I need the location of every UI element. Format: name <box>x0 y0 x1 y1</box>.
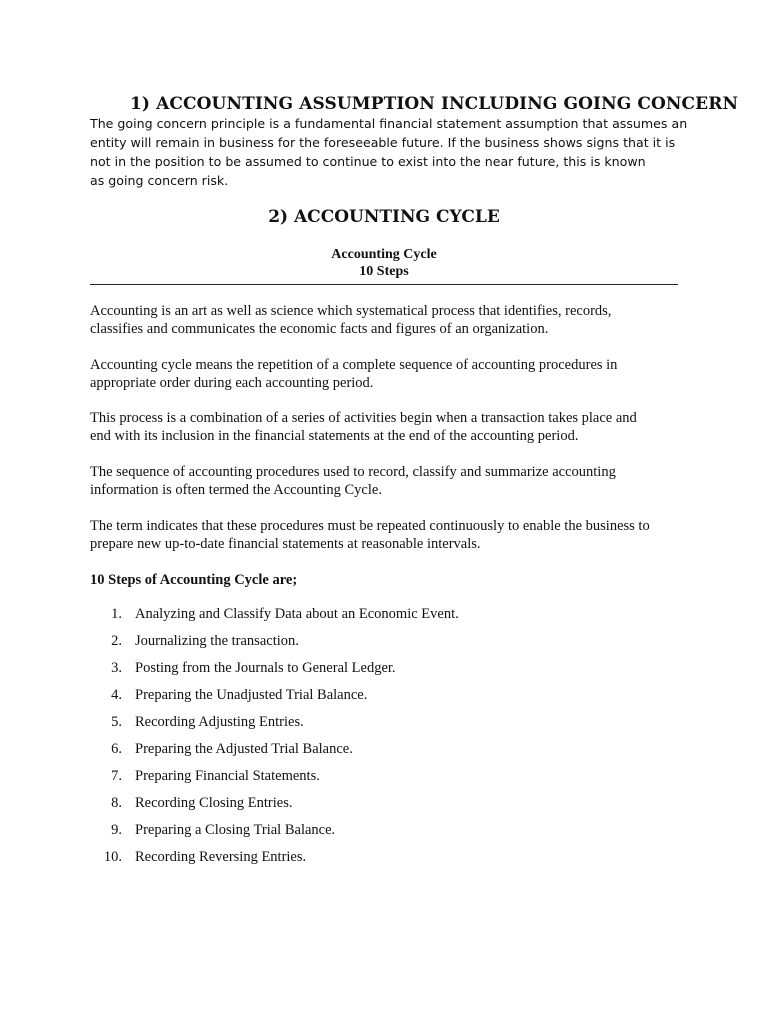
paragraph-line: appropriate order during each accounting period. <box>90 375 374 391</box>
paragraph-line: Accounting cycle means the repetition of a complete sequence of accounting procedures in <box>90 357 618 373</box>
paragraph-definition <box>90 302 690 338</box>
paragraph-process <box>90 409 690 445</box>
step-text: Posting from the Journals to General Ledger. <box>135 660 396 676</box>
paragraph-cycle-meaning <box>90 356 690 392</box>
step-text: Preparing a Closing Trial Balance. <box>135 822 336 838</box>
paragraph-line: entity will remain in business for the foreseeable future. If the business shows signs that it is <box>90 135 676 150</box>
paragraph-line: as going concern risk. <box>90 173 229 188</box>
paragraph-line: classifies and communicates the economic facts and figures of an organization. <box>90 321 549 337</box>
step-text: Recording Reversing Entries. <box>135 849 307 865</box>
step-text: Analyzing and Classify Data about an Economic Event. <box>135 606 459 622</box>
list-item <box>90 712 459 739</box>
step-number: 1. <box>111 606 122 622</box>
list-item <box>90 766 459 793</box>
step-number: 10. <box>103 849 122 865</box>
list-item <box>90 847 459 874</box>
list-item <box>90 685 459 712</box>
steps-list <box>90 604 459 874</box>
paragraph-line: end with its inclusion in the financial statements at the end of the accounting period. <box>90 428 579 444</box>
section1-heading: 1) ACCOUNTING ASSUMPTION INCLUDING GOING CONCERN <box>130 94 739 114</box>
list-item <box>90 793 459 820</box>
cycle-subtitle: Accounting Cycle <box>331 247 437 262</box>
step-text: Journalizing the transaction. <box>135 633 299 649</box>
paragraph-line: The sequence of accounting procedures used to record, classify and summarize accounting <box>90 464 616 480</box>
step-text: Preparing the Unadjusted Trial Balance. <box>135 687 368 703</box>
step-number: 6. <box>111 741 122 757</box>
step-number: 4. <box>111 687 122 703</box>
horizontal-rule <box>90 284 678 285</box>
paragraph-term <box>90 517 690 553</box>
steps-heading: 10 Steps of Accounting Cycle are; <box>90 572 298 588</box>
list-item <box>90 631 459 658</box>
paragraph-line: prepare new up-to-date financial statements at reasonable intervals. <box>90 536 481 552</box>
step-number: 7. <box>111 768 122 784</box>
cycle-subtitle-steps: 10 Steps <box>359 264 409 279</box>
paragraph-sequence <box>90 463 690 499</box>
paragraph-line: Accounting is an art as well as science which systematical process that identifies, records, <box>90 303 612 319</box>
paragraph-line: not in the position to be assumed to continue to exist into the near future, this is known <box>90 154 646 169</box>
step-number: 2. <box>111 633 122 649</box>
going-concern-paragraph <box>90 114 688 190</box>
step-text: Preparing Financial Statements. <box>135 768 320 784</box>
list-item <box>90 820 459 847</box>
step-number: 8. <box>111 795 122 811</box>
step-text: Recording Adjusting Entries. <box>135 714 304 730</box>
step-number: 3. <box>111 660 122 676</box>
paragraph-line: The going concern principle is a fundamental financial statement assumption that assumes an <box>90 116 688 131</box>
paragraph-line: information is often termed the Accounting Cycle. <box>90 482 382 498</box>
section2-heading: 2) ACCOUNTING CYCLE <box>268 207 500 227</box>
list-item <box>90 739 459 766</box>
step-number: 9. <box>111 822 122 838</box>
paragraph-line: The term indicates that these procedures must be repeated continuously to enable the business to <box>90 518 650 534</box>
step-text: Preparing the Adjusted Trial Balance. <box>135 741 353 757</box>
step-text: Recording Closing Entries. <box>135 795 293 811</box>
list-item <box>90 658 459 685</box>
paragraph-line: This process is a combination of a series of activities begin when a transaction takes place and <box>90 410 637 426</box>
step-number: 5. <box>111 714 122 730</box>
list-item <box>90 604 459 631</box>
